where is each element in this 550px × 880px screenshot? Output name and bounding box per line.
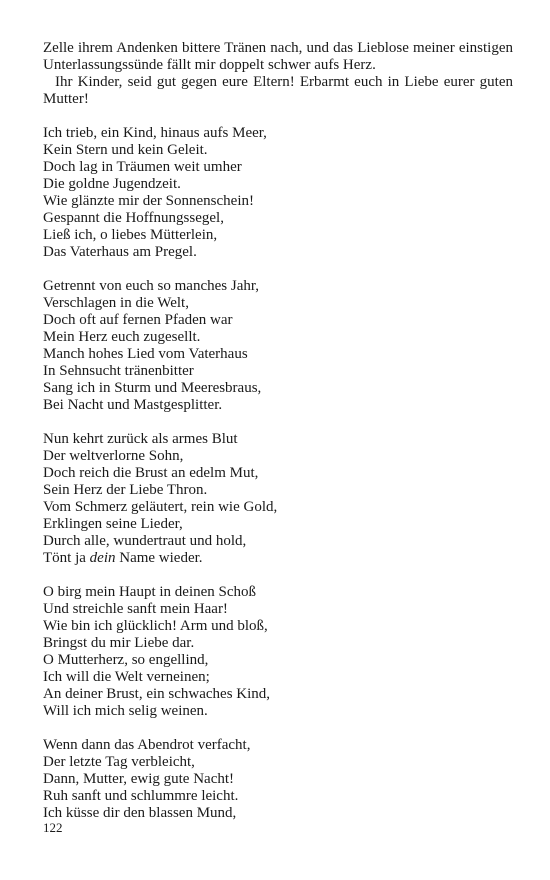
verse-line: Ruh sanft und schlummre leicht. [43, 788, 239, 804]
verse-line: Ich will die Welt verneinen; [43, 669, 210, 685]
verse-line: Dann, Mutter, ewig gute Nacht! [43, 771, 235, 787]
verse-segment: Tönt ja [43, 550, 90, 566]
verse-line: Manch hohes Lied vom Vaterhaus [43, 346, 248, 362]
verse-line: Ich trieb, ein Kind, hinaus aufs Meer, [43, 125, 267, 141]
verse-line: Der letzte Tag verbleicht, [43, 754, 195, 770]
verse-line: Will ich mich selig weinen. [43, 703, 208, 719]
verse-line: Das Vaterhaus am Pregel. [43, 244, 197, 260]
prose-paragraph: Ihr Kinder, seid gut gegen eure Eltern! Erbarmt euch in Liebe eurer guten Mutter! [43, 74, 513, 107]
verse-line: Gespannt die Hoffnungssegel, [43, 210, 224, 226]
verse-segment: Name wieder. [115, 550, 203, 566]
verse-line: Wie bin ich glücklich! Arm und bloß, [43, 618, 268, 634]
verse-line: Wie glänzte mir der Sonnenschein! [43, 193, 254, 209]
stanza-1 [43, 125, 513, 261]
verse-line: In Sehnsucht tränenbitter [43, 363, 194, 379]
stanza-4 [43, 584, 513, 720]
verse-line: O Mutterherz, so engellind, [43, 652, 209, 668]
emphasized-word: dein [89, 550, 116, 566]
verse-line: Ließ ich, o liebes Mütterlein, [43, 227, 218, 243]
verse-line: Der weltverlorne Sohn, [43, 448, 184, 464]
page-body [43, 40, 513, 822]
verse-line: Durch alle, wundertraut und hold, [43, 533, 247, 549]
verse-line: Nun kehrt zurück als armes Blut [43, 431, 238, 447]
verse-line: Doch oft auf fernen Pfaden war [43, 312, 233, 328]
prose-section [43, 40, 513, 108]
prose-paragraph: Zelle ihrem Andenken bittere Tränen nach, und das Lieblose meiner einstigen Unterlassungssünde fällt mir doppelt schwer aufs Herz. [43, 40, 513, 73]
verse-line: Erklingen seine Lieder, [43, 516, 183, 532]
verse-line: Getrennt von euch so manches Jahr, [43, 278, 259, 294]
verse-line: Sang ich in Sturm und Meeresbraus, [43, 380, 262, 396]
verse-line: Doch lag in Träumen weit umher [43, 159, 242, 175]
verse-line: Mein Herz euch zugesellt. [43, 329, 201, 345]
verse-line: Und streichle sanft mein Haar! [43, 601, 228, 617]
verse-line: Doch reich die Brust an edelm Mut, [43, 465, 259, 481]
verse-line: Ich küsse dir den blassen Mund, [43, 805, 237, 821]
verse-line: Verschlagen in die Welt, [43, 295, 189, 311]
verse-line: An deiner Brust, ein schwaches Kind, [43, 686, 271, 702]
stanza-5 [43, 737, 513, 822]
verse-line: Vom Schmerz geläutert, rein wie Gold, [43, 499, 278, 515]
verse-line: Kein Stern und kein Geleit. [43, 142, 208, 158]
stanza-2 [43, 278, 513, 414]
verse-line: Wenn dann das Abendrot verfacht, [43, 737, 251, 753]
verse-line: O birg mein Haupt in deinen Schoß [43, 584, 257, 600]
verse-line: Die goldne Jugendzeit. [43, 176, 181, 192]
verse-line: Sein Herz der Liebe Thron. [43, 482, 208, 498]
stanza-3 [43, 431, 513, 567]
verse-line: Bei Nacht und Mastgesplitter. [43, 397, 223, 413]
verse-line [43, 550, 513, 567]
page-number: 122 [43, 820, 63, 835]
verse-line: Bringst du mir Liebe dar. [43, 635, 195, 651]
